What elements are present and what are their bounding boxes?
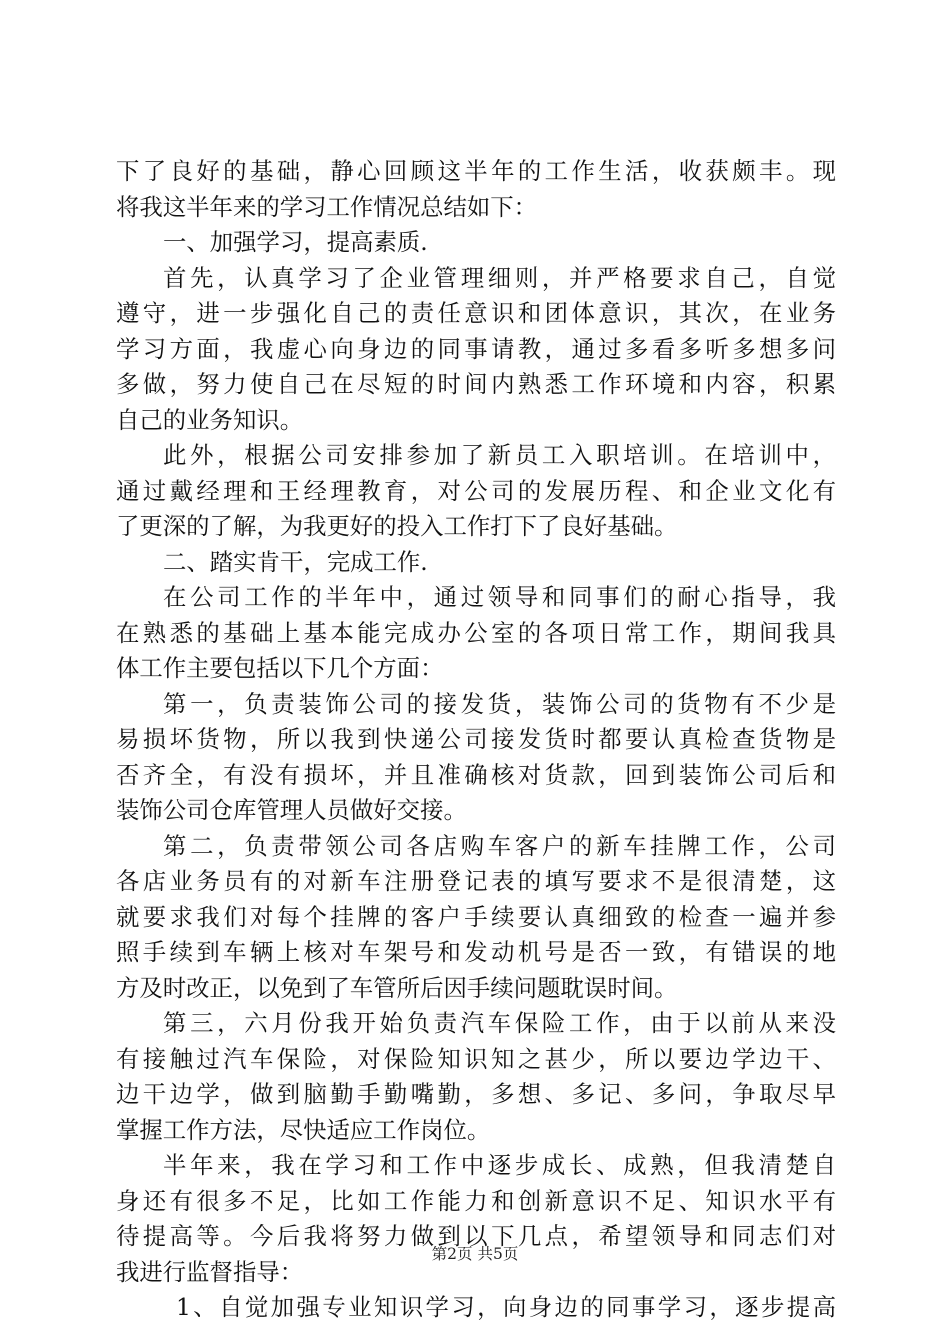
text-line: 我进行监督指导： — [116, 1257, 304, 1286]
text-line: 方及时改正，以免到了车管所后因手续问题耽误时间。 — [116, 973, 678, 1002]
text-line: 第三，六月份我开始负责汽车保险工作，由于以前从来没 — [163, 1009, 836, 1037]
text-line: 半年来，我在学习和工作中逐步成长、成熟，但我清楚自 — [163, 1151, 836, 1179]
document-body — [116, 154, 836, 1326]
text-line: 了更深的了解，为我更好的投入工作打下了良好基础。 — [116, 512, 678, 540]
text-line: 体工作主要包括以下几个方面： — [116, 654, 444, 682]
text-line: 照手续到车辆上核对车架号和发动机号是否一致，有错误的地 — [116, 938, 836, 966]
text-line: 通过戴经理和王经理教育，对公司的发展历程、和企业文化有 — [116, 476, 836, 505]
text-line: 一、加强学习，提高素质. — [163, 228, 428, 256]
text-line: 身还有很多不足，比如工作能力和创新意识不足、知识水平有 — [116, 1186, 836, 1215]
text-line: 就要求我们对每个挂牌的客户手续要认真细致的检查一遍并参 — [116, 902, 836, 931]
text-line: 边干边学，做到脑勤手勤嘴勤，多想、多记、多问，争取尽早 — [116, 1080, 836, 1108]
text-line: 自己的业务知识。 — [116, 405, 304, 434]
text-line: 装饰公司仓库管理人员做好交接。 — [116, 796, 467, 824]
text-line: 否齐全，有没有损坏，并且准确核对货款，回到装饰公司后和 — [116, 760, 836, 789]
text-line: 有接触过汽车保险，对保险知识知之甚少，所以要边学边干、 — [116, 1044, 836, 1073]
text-line: 二、踏实肯干，完成工作. — [163, 547, 428, 576]
text-line: 在公司工作的半年中，通过领导和同事们的耐心指导，我 — [163, 583, 836, 611]
text-line: 掌握工作方法，尽快适应工作岗位。 — [116, 1115, 491, 1144]
text-line: 首先，认真学习了企业管理细则，并严格要求自己，自觉 — [163, 263, 836, 292]
text-line: 第一，负责装饰公司的接发货，装饰公司的货物有不少是 — [163, 689, 836, 718]
text-line: 遵守，进一步强化自己的责任意识和团体意识，其次，在业务 — [116, 299, 836, 327]
text-line: 下了良好的基础，静心回顾这半年的工作生活，收获颇丰。现 — [116, 157, 836, 185]
text-line: 第二，负责带领公司各店购车客户的新车挂牌工作，公司 — [163, 831, 836, 860]
text-line: 此外，根据公司安排参加了新员工入职培训。在培训中， — [163, 441, 836, 469]
text-line: 1、自觉加强专业知识学习，向身边的同事学习，逐步提高 — [176, 1293, 836, 1321]
text-line: 在熟悉的基础上基本能完成办公室的各项日常工作，期间我具 — [116, 618, 836, 647]
text-line: 易损坏货物，所以我到快递公司接发货时都要认真检查货物是 — [116, 725, 836, 753]
text-line: 待提高等。今后我将努力做到以下几点，希望领导和同志们对 — [116, 1222, 836, 1250]
text-line: 各店业务员有的对新车注册登记表的填写要求不是很清楚，这 — [116, 867, 836, 895]
text-line: 多做，努力使自己在尽短的时间内熟悉工作环境和内容，积累 — [116, 370, 836, 398]
text-line: 将我这半年来的学习工作情况总结如下： — [116, 192, 538, 221]
text-line: 学习方面，我虚心向身边的同事请教，通过多看多听多想多问 — [116, 334, 836, 363]
page-footer: 第2页 共5页 — [431, 1245, 519, 1263]
